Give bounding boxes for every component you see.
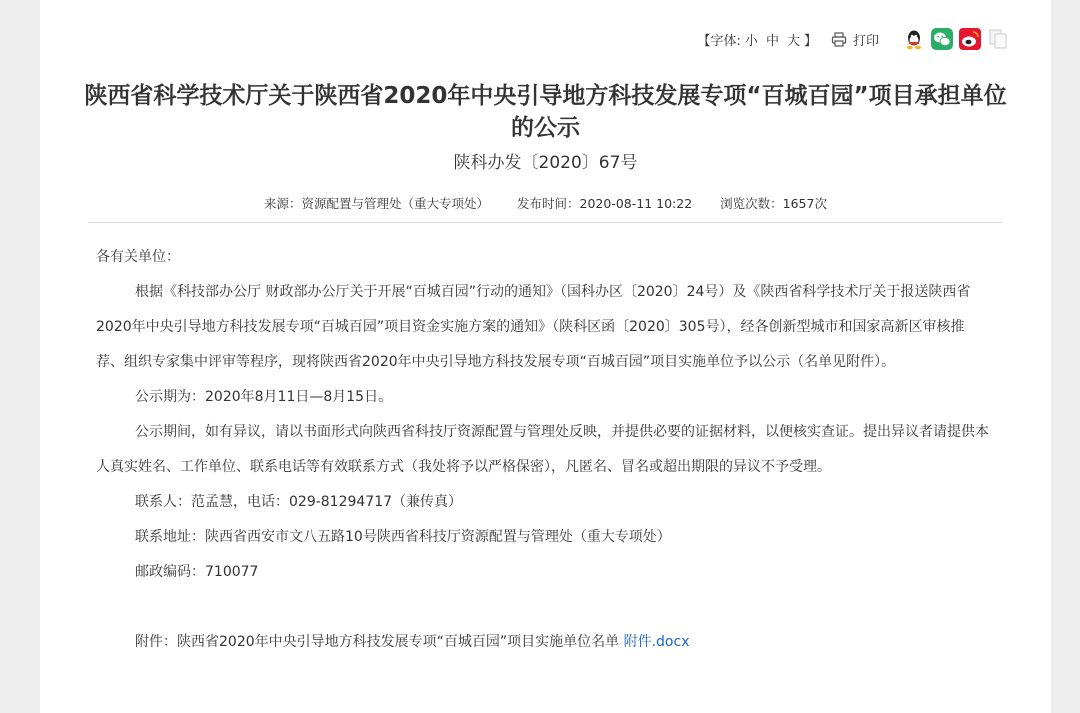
document-number: 陕科办发〔2020〕67号 xyxy=(453,153,638,173)
salutation: 各有关单位： xyxy=(96,249,180,265)
font-medium-button[interactable]: 中 xyxy=(765,33,779,49)
print-label: 打印 xyxy=(852,33,879,49)
font-size-label-open: 【字体: xyxy=(697,33,741,49)
font-size-label-close: 】 xyxy=(803,33,817,49)
printer-icon xyxy=(831,32,847,47)
view-count: 浏览次数：1657次 xyxy=(720,196,827,211)
font-large-button[interactable]: 大 xyxy=(786,33,800,49)
attachment-link[interactable]: 附件.docx xyxy=(623,634,690,650)
publish-time: 发布时间：2020-08-11 10:22 xyxy=(517,196,693,211)
attachment-text: 附件：陕西省2020年中央引导地方科技发展专项“百城百园”项目实施单位名单 xyxy=(135,634,620,650)
article-page xyxy=(40,0,1051,713)
paragraph-objection: 公示期间，如有异议，请以书面形式向陕西省科技厅资源配置与管理处反映，并提供必要的证据材料，以便核实查证。提出异议者请提供本人真实姓名、工作单位、联系电话等有效联系方式（我处将予以严格保密），凡匿名、冒名或超出期限的异议不予受理。 xyxy=(96,424,989,475)
article-source: 来源：资源配置与管理处（重大专项处） xyxy=(264,196,490,211)
wechat-icon[interactable] xyxy=(931,28,953,50)
paragraph-notice: 根据《科技部办公厅 财政部办公厅关于开展“百城百园”行动的通知》（国科办区〔2020〕24号）及《陕西省科学技术厅关于报送陕西省2020年中央引导地方科技发展专项“百城百园”项目资金实施方案的通知》（陕科区函〔2020〕305号），经各创新型城市和国家高新区审核推荐、组织专家集中评审等程序，现将陕西省2020年中央引导地方科技发展专项“百城百园”项目实施单位予以公示（名单见附件）。 xyxy=(96,284,971,370)
article-body xyxy=(96,240,991,660)
weibo-icon[interactable] xyxy=(959,28,981,50)
copy-icon[interactable] xyxy=(987,28,1009,50)
article-meta xyxy=(40,194,1051,212)
paragraph-postcode: 邮政编码：710077 xyxy=(135,564,259,580)
page-title: 陕西省科学技术厅关于陕西省2020年中央引导地方科技发展专项“百城百园”项目承担单位的公示 xyxy=(84,83,1007,141)
divider xyxy=(88,222,1003,223)
paragraph-period: 公示期为：2020年8月11日—8月15日。 xyxy=(135,389,393,405)
font-small-button[interactable]: 小 xyxy=(744,33,758,49)
paragraph-contact: 联系人：范孟慧，电话：029-81294717（兼传真） xyxy=(135,494,463,510)
attachment-line xyxy=(96,625,991,660)
print-button[interactable] xyxy=(831,30,879,49)
paragraph-address: 联系地址：陕西省西安市文八五路10号陕西省科技厅资源配置与管理处（重大专项处） xyxy=(135,529,671,545)
qq-icon[interactable] xyxy=(903,28,925,50)
article-toolbar xyxy=(698,26,1009,52)
